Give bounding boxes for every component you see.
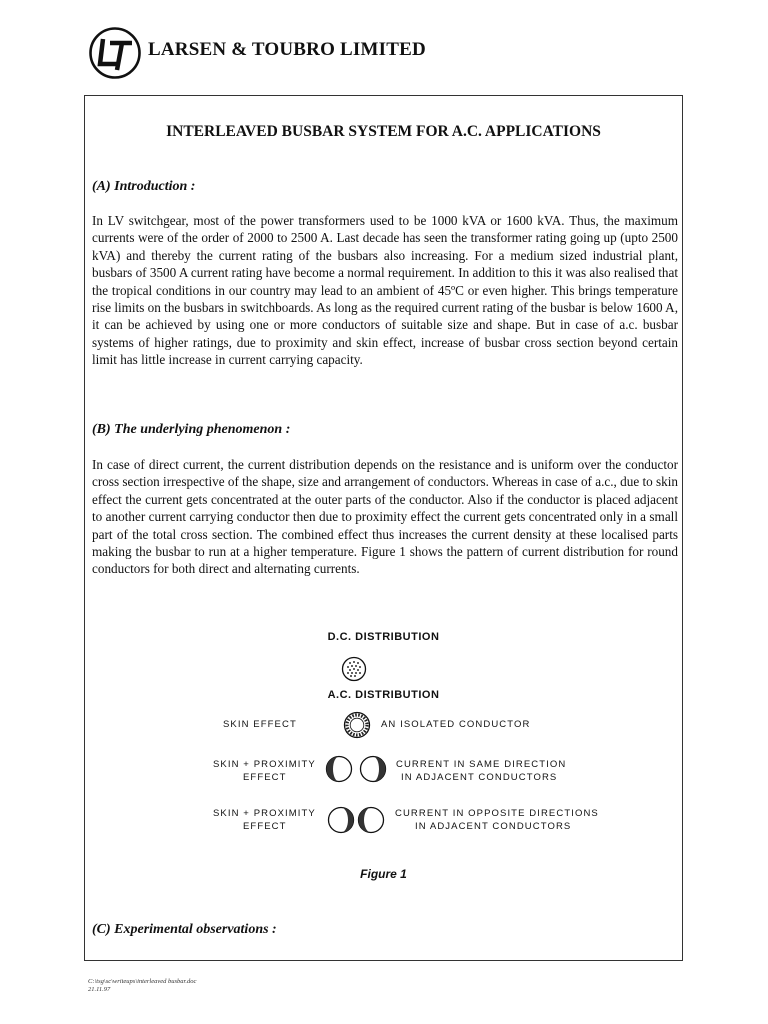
figure-caption: Figure 1 — [360, 867, 407, 881]
skin-proximity-effect-label-2: EFFECT — [243, 821, 287, 832]
document-title: INTERLEAVED BUSBAR SYSTEM FOR A.C. APPLICATIONS — [166, 123, 601, 140]
footer-file-path: C:\tsg\sc\writeups\interleaved busbar.doc — [88, 978, 197, 985]
dc-distribution-heading: D.C. DISTRIBUTION — [327, 631, 440, 643]
opposite-direction-adjacent-label: IN ADJACENT CONDUCTORS — [415, 821, 572, 832]
document-frame — [84, 95, 683, 961]
dc-conductor-icon — [341, 656, 367, 682]
page-footer — [88, 978, 196, 994]
isolated-conductor-label: AN ISOLATED CONDUCTOR — [381, 719, 531, 730]
company-name: LARSEN & TOUBRO LIMITED — [148, 39, 426, 60]
footer-date: 21.11.97 — [88, 986, 111, 993]
skin-proximity-label-2: SKIN + PROXIMITY — [213, 808, 316, 819]
same-direction-label: CURRENT IN SAME DIRECTION — [396, 759, 567, 770]
skin-effect-label: SKIN EFFECT — [223, 719, 297, 730]
ac-distribution-heading: A.C. DISTRIBUTION — [327, 689, 440, 701]
skin-effect-conductor-icon — [343, 711, 371, 739]
opposite-direction-label: CURRENT IN OPPOSITE DIRECTIONS — [395, 808, 599, 819]
same-direction-adjacent-label: IN ADJACENT CONDUCTORS — [401, 772, 558, 783]
section-heading-introduction: (A) Introduction : — [92, 179, 196, 194]
section-body-phenomenon: In case of direct current, the current distribution depends on the resistance and is uniform over the conductor cross section irrespective of the shape, size and arrangement of conductors. Whereas in case of a.c., due to skin effect the current gets concentrated at the outer parts of the conductor. Also if the conductor is placed adjacent to another current carrying conductor then due to proximity effect the current gets concentrated only in a small part of the total cross section. The combined effect thus increases the current density at these localised parts making the busbar to run at a higher temperature. Figure 1 shows the pattern of current distribution for round conductors for both direct and alternating currents. — [92, 457, 679, 577]
same-direction-conductors-icon — [325, 754, 389, 784]
section-body-introduction: In LV switchgear, most of the power transformers used to be 1000 kVA or 1600 kVA. Thus, the maximum currents were of the order of 2000 to 2500 A. Last decade has seen the transformer rating going up (upto 2500 kVA) and thereby the current rating of the busbars also increasing. For a medium sized industrial plant, busbars of 3500 A current rating have become a normal requirement. In addition to this it was also realised that the tropical conditions in our country may lead to an ambient of 45ºC or even higher. This brings temperature rise limits on the busbars in switchboards. As long as the required current rating of the busbar is below 1600 A, it can be achieved by using one or more conductors of suitable size and shape. But in case of a.c. busbar systems of higher ratings, due to proximity and skin effect, increase of busbar cross section beyond certain limit has little increase in current carrying capacity. — [92, 213, 679, 368]
opposite-direction-conductors-icon — [325, 805, 389, 835]
section-heading-phenomenon: (B) The underlying phenomenon : — [92, 422, 291, 437]
skin-proximity-effect-label-1: EFFECT — [243, 772, 287, 783]
section-heading-experimental: (C) Experimental observations : — [92, 922, 277, 937]
lt-logo-icon — [88, 26, 142, 80]
skin-proximity-label-1: SKIN + PROXIMITY — [213, 759, 316, 770]
page-header — [88, 26, 688, 78]
